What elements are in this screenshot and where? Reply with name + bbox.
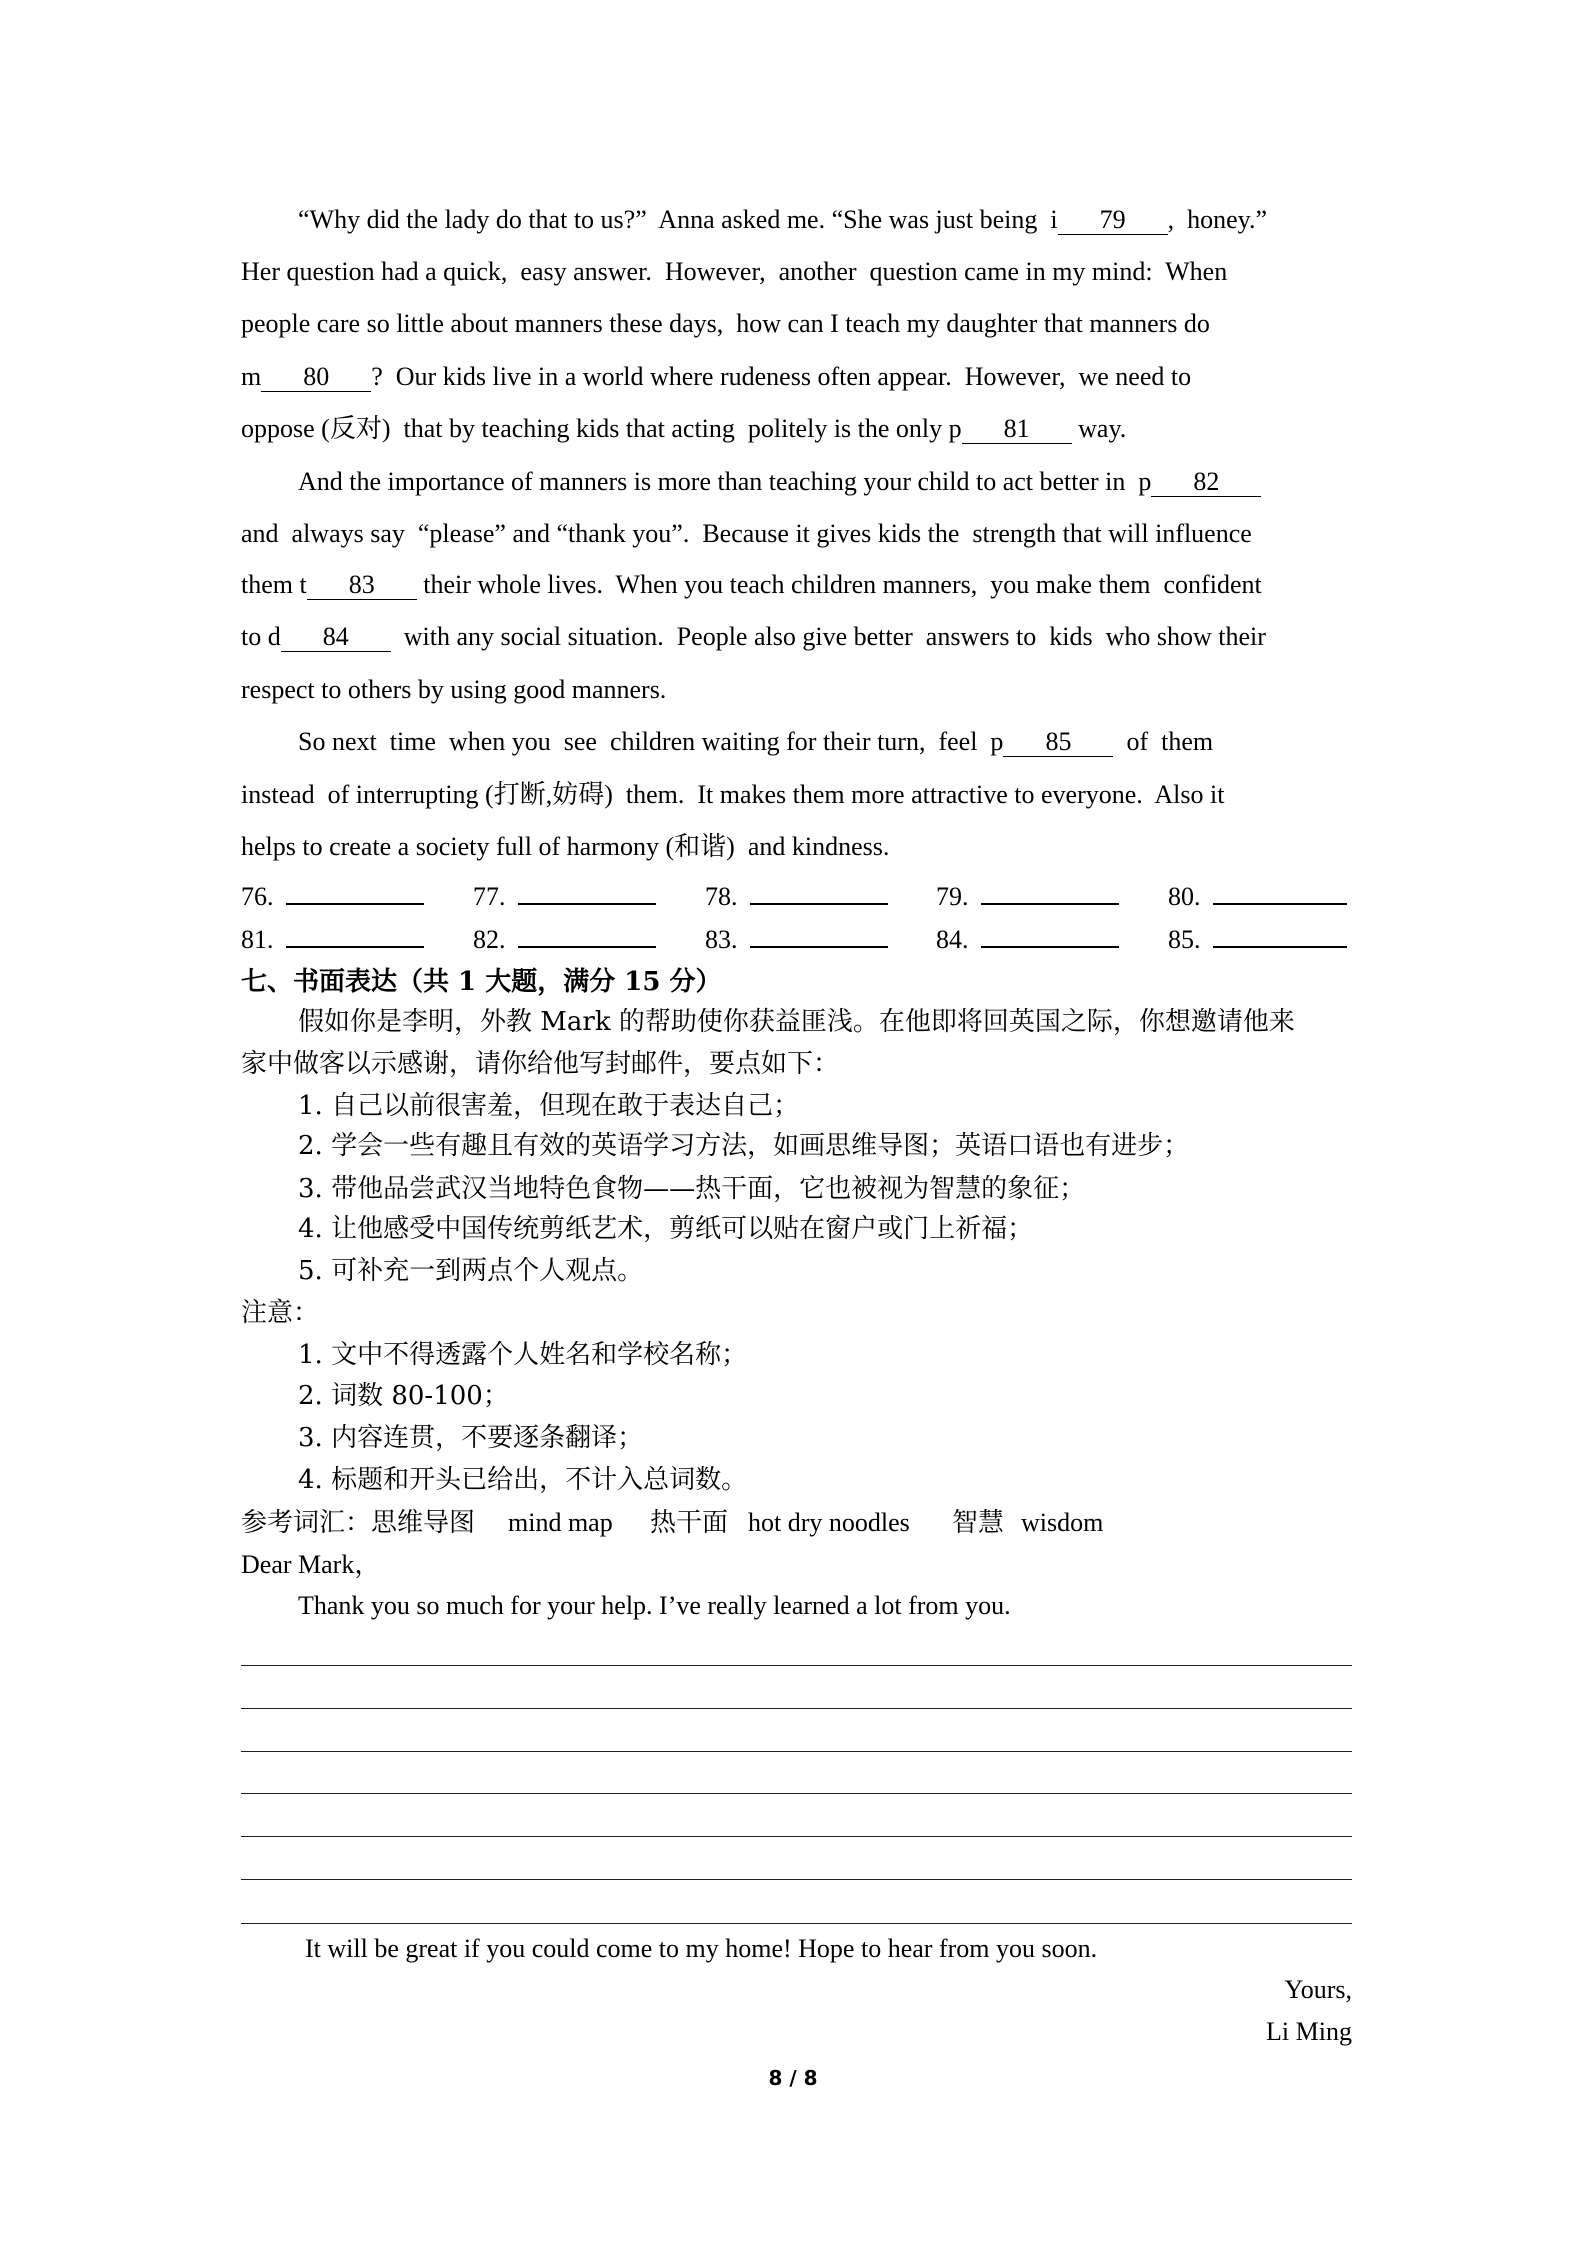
passage-line xyxy=(241,670,666,710)
answer-slot-82 xyxy=(473,920,656,960)
passage-line xyxy=(241,514,1252,554)
passage-line xyxy=(241,827,889,867)
passage-text: their whole lives. When you teach children manners, you make them confident xyxy=(416,570,1262,599)
passage-text: helps to create a society full of harmony (和谐) and kindness. xyxy=(241,832,890,861)
passage-text: Her question had a quick, easy answer. However, another question came in my mind: When xyxy=(241,257,1228,286)
writing-line xyxy=(241,1836,1352,1837)
answer-number: 79. xyxy=(936,882,969,911)
answer-blank-79: 79 xyxy=(1058,207,1168,235)
answer-line xyxy=(981,903,1119,905)
answer-slot-79 xyxy=(936,877,1119,917)
passage-text: “Why did the lady do that to us?” Anna asked me. “She was just being i xyxy=(298,205,1058,234)
answer-number: 81. xyxy=(241,925,274,954)
vocab-zh: 热干面 xyxy=(650,1508,729,1538)
passage-text: them t xyxy=(241,570,307,599)
answer-line xyxy=(286,946,424,948)
passage-text: of them xyxy=(1113,727,1214,756)
answer-line xyxy=(518,903,656,905)
passage-text: oppose (反对) that by teaching kids that acting politely is the only p xyxy=(241,414,962,443)
signature: Li Ming xyxy=(1266,2017,1352,2046)
note-item: 4. 标题和开头已给出，不计入总词数。 xyxy=(298,1465,748,1495)
passage-text: way. xyxy=(1071,414,1127,443)
passage-line xyxy=(241,617,1266,657)
answer-number: 84. xyxy=(936,925,969,954)
answer-blank-81: 81 xyxy=(962,416,1072,444)
vocab-en: wisdom xyxy=(1021,1508,1104,1537)
passage-line xyxy=(298,722,1213,762)
passage-text: with any social situation. People also give better answers to kids who show their xyxy=(390,622,1266,651)
passage-line xyxy=(298,462,1261,502)
vocab-en: mind map xyxy=(508,1508,613,1537)
answer-number: 77. xyxy=(473,882,506,911)
passage-text: , honey.” xyxy=(1167,205,1268,234)
page-number: 8 / 8 xyxy=(768,2066,818,2090)
answer-blank-84: 84 xyxy=(281,624,391,652)
answer-blank-85: 85 xyxy=(1003,729,1113,757)
answer-slot-83 xyxy=(705,920,888,960)
answer-slot-76 xyxy=(241,877,424,917)
answer-blank-82: 82 xyxy=(1151,469,1261,497)
vocab-en: hot dry noodles xyxy=(748,1508,910,1537)
passage-text: And the importance of manners is more than teaching your child to act better in p xyxy=(298,467,1152,496)
note-item: 3. 内容连贯，不要逐条翻译； xyxy=(298,1423,644,1453)
writing-line xyxy=(241,1923,1352,1924)
point-item: 2. 学会一些有趣且有效的英语学习方法，如画思维导图；英语口语也有进步； xyxy=(298,1131,1190,1161)
passage-text: m xyxy=(241,362,262,391)
point-item: 1. 自己以前很害羞，但现在敢于表达自己； xyxy=(298,1091,800,1121)
answer-line xyxy=(981,946,1119,948)
passage-line xyxy=(241,565,1262,605)
answer-slot-77 xyxy=(473,877,656,917)
section-heading: 七、书面表达（共 1 大题，满分 15 分） xyxy=(241,967,722,997)
answer-line xyxy=(750,946,888,948)
answer-line xyxy=(518,946,656,948)
answer-slot-78 xyxy=(705,877,888,917)
answer-slot-85 xyxy=(1168,920,1347,960)
prompt-line: 家中做客以示感谢，请你给他写封邮件，要点如下： xyxy=(241,1049,840,1079)
answer-slot-81 xyxy=(241,920,424,960)
vocab-title: 参考词汇： xyxy=(241,1508,372,1538)
note-item: 2. 词数 80-100； xyxy=(298,1381,509,1411)
answer-line xyxy=(1213,903,1347,905)
answer-blank-83: 83 xyxy=(307,572,417,600)
closing-sentence: It will be great if you could come to my home! Hope to hear from you soon. xyxy=(305,1934,1098,1963)
answer-blank-80: 80 xyxy=(261,364,371,392)
answer-number: 78. xyxy=(705,882,738,911)
answer-number: 80. xyxy=(1168,882,1201,911)
prompt-line: 假如你是李明，外教 Mark 的帮助使你获益匪浅。在他即将回英国之际，你想邀请他来 xyxy=(298,1007,1295,1037)
passage-text: to d xyxy=(241,622,281,651)
vocab-label xyxy=(241,1503,475,1543)
vocab-zh: 智慧 xyxy=(952,1508,1005,1538)
opening-sentence: Thank you so much for your help. I’ve really learned a lot from you. xyxy=(298,1591,1011,1620)
passage-line xyxy=(241,252,1227,292)
answer-line xyxy=(750,903,888,905)
salutation: Dear Mark， xyxy=(241,1550,381,1579)
answer-line xyxy=(1213,946,1347,948)
passage-text: people care so little about manners these days, how can I teach my daughter that manners do xyxy=(241,309,1210,338)
point-item: 5. 可补充一到两点个人观点。 xyxy=(298,1256,644,1286)
passage-line xyxy=(298,200,1267,240)
passage-line xyxy=(241,409,1126,449)
vocab-zh: 思维导图 xyxy=(371,1508,476,1538)
passage-line xyxy=(241,357,1191,397)
writing-line xyxy=(241,1793,1352,1794)
answer-line xyxy=(286,903,424,905)
passage-text: ? Our kids live in a world where rudeness often appear. However, we need to xyxy=(371,362,1192,391)
passage-text: and always say “please” and “thank you”. Because it gives kids the strength that will influence xyxy=(241,519,1252,548)
writing-line xyxy=(241,1708,1352,1709)
passage-text: instead of interrupting (打断,妨碍) them. It makes them more attractive to everyone. Also it xyxy=(241,780,1225,809)
passage-text: So next time when you see children waiting for their turn, feel p xyxy=(298,727,1004,756)
answer-number: 83. xyxy=(705,925,738,954)
passage-line xyxy=(241,304,1210,344)
notes-title: 注意： xyxy=(241,1298,320,1328)
passage-line xyxy=(241,775,1224,815)
signoff: Yours, xyxy=(1284,1975,1352,2004)
writing-line xyxy=(241,1751,1352,1752)
answer-slot-80 xyxy=(1168,877,1347,917)
passage-text: respect to others by using good manners. xyxy=(241,675,667,704)
point-item: 3. 带他品尝武汉当地特色食物——热干面，它也被视为智慧的象征； xyxy=(298,1174,1086,1204)
answer-number: 76. xyxy=(241,882,274,911)
answer-number: 85. xyxy=(1168,925,1201,954)
note-item: 1. 文中不得透露个人姓名和学校名称； xyxy=(298,1340,748,1370)
answer-slot-84 xyxy=(936,920,1119,960)
writing-line xyxy=(241,1879,1352,1880)
writing-line xyxy=(241,1665,1352,1666)
point-item: 4. 让他感受中国传统剪纸艺术，剪纸可以贴在窗户或门上祈福； xyxy=(298,1214,1034,1244)
answer-number: 82. xyxy=(473,925,506,954)
